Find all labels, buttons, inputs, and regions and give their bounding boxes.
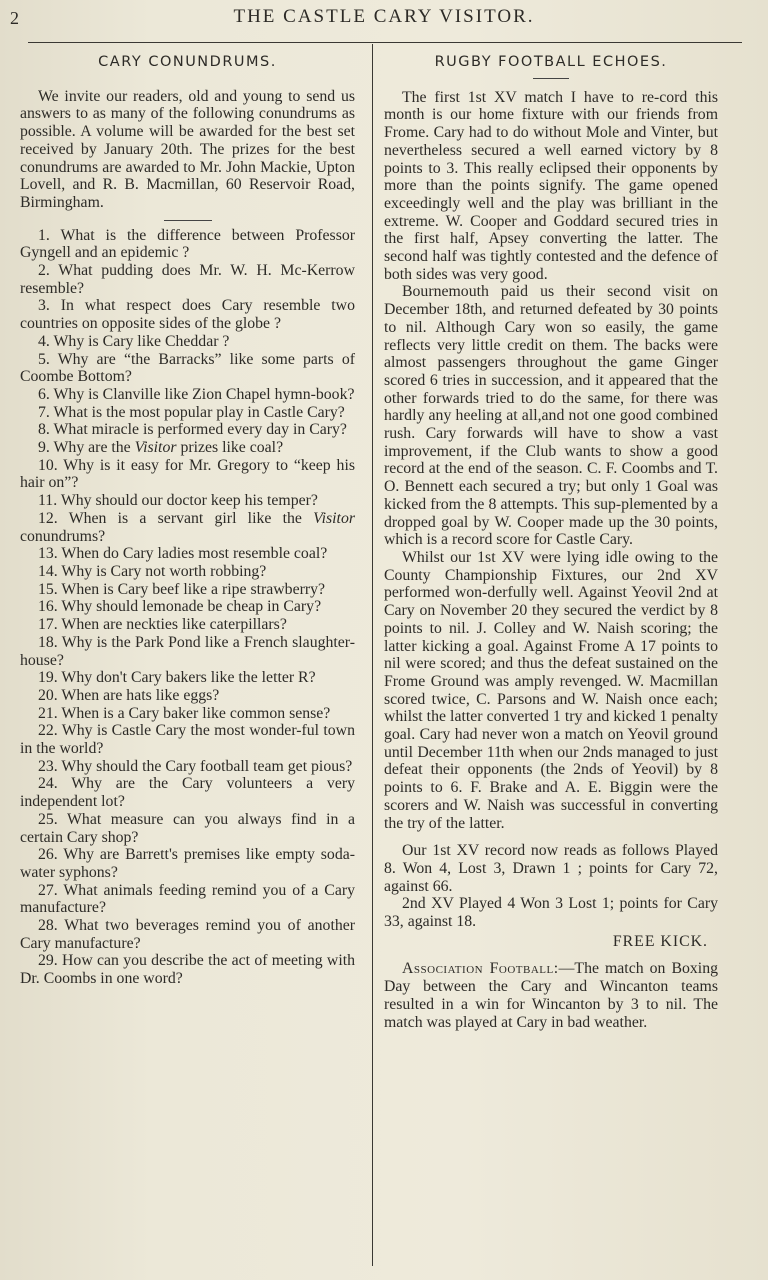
association-football-text: —The match on Boxing Day between the Cary and Wincanton teams resulted in a win for Wincanton by 3 to nil. The match was played at Cary in bad weather. xyxy=(384,960,718,1031)
rugby-paragraph-2: Bournemouth paid us their second visit on December 18th, and returned defeated by 30 points to nil. Although Cary won so easily, the game reflects very little credit on them. The backs were almost passengers throughout the game Ginger scored 6 tries in succession, and it appeared that the other forwards tried to do the same, for there was hardly any heeling at all,and not one good combined rush. Cary forwards will have to show a vast improvement, if the Club wants to show a good record at the end of the season. C. F. Coombs and T. O. Bennett each secured a try; but only 1 Goal was kicked from the 8 attempts. This sup-plemented by a dropped goal by W. Cooper made up the 30 points, which is a record score for Castle Cary. xyxy=(384,283,718,549)
association-football-label: Association Football: xyxy=(402,960,559,978)
conundrum-item: 11. Why should our doctor keep his temper? xyxy=(38,492,318,510)
column-divider xyxy=(372,44,373,1266)
section-rule xyxy=(164,220,212,221)
conundrum-item: 4. Why is Cary like Cheddar ? xyxy=(38,332,230,350)
journal-title: THE CASTLE CARY VISITOR. xyxy=(233,6,535,27)
conundrums-column xyxy=(20,54,355,988)
rugby-paragraph-3: Whilst our 1st XV were lying idle owing to the County Championship Fixtures, our 2nd XV performed won-derfully well. Against Yeovil 2nd at Cary on November 20 they secured the verdict by 8 points to nil. J. Colley and W. Naish scoring; the latter kicking a goal. Against Frome A 17 points to nil were scored; and thus the defeat sustained on the Frome Ground was amply revenged. W. Macmillan scored twice, C. Parsons and W. Naish once each; whilst the latter converted 1 try and kicked 1 penalty goal. Cary had never won a match on Yeovil ground until December 11th when our 2nds managed to just defeat their opponents (the 2nds of Yeovil) by 8 points to 6. F. Brake and A. E. Biggin were the scorers and W. Naish was successful in converting the try of the latter. xyxy=(384,548,718,832)
conundrum-item: 10. Why is it easy for Mr. Gregory to “keep his hair on”? xyxy=(20,456,355,492)
conundrum-item: 14. Why is Cary not worth robbing? xyxy=(38,562,267,580)
signature: FREE KICK. xyxy=(612,932,708,950)
conundrum-item: 22. Why is Castle Cary the most wonder-ful town in the world? xyxy=(20,722,355,758)
conundrum-item: 2. What pudding does Mr. W. H. Mc-Kerrow resemble? xyxy=(20,262,355,297)
conundrums-intro: We invite our readers, old and young to send us answers to as many of the following conundrums as possible. A volume will be awarded for the best set received by January 20th. The prizes for the best conundrums are awarded to Mr. John Mackie, Upton Lovell, and R. B. Macmillan, 60 Reservoir Road, Birmingham. xyxy=(20,87,355,211)
conundrum-item: 29. How can you describe the act of meeting with Dr. Coombs in one word? xyxy=(20,952,355,988)
conundrum-item: 17. When are neckties like caterpillars? xyxy=(38,616,287,634)
conundrum-item: 1. What is the difference between Professor Gyngell and an epidemic ? xyxy=(20,226,355,262)
conundrum-item: 27. What animals feeding remind you of a Cary manufacture? xyxy=(20,881,355,917)
association-football-paragraph xyxy=(384,960,718,1031)
conundrum-item: 12. When is a servant girl like the Visitor conundrums? xyxy=(20,509,355,545)
running-head xyxy=(0,6,768,32)
conundrums-heading: CARY CONUNDRUMS. xyxy=(98,54,277,70)
conundrum-item: 5. Why are “the Barracks” like some parts of Coombe Bottom? xyxy=(20,350,355,386)
rugby-heading: RUGBY FOOTBALL ECHOES. xyxy=(434,54,668,70)
conundrum-item: 26. Why are Barrett's premises like empty soda-water syphons? xyxy=(20,846,355,881)
conundrum-item: 6. Why is Clanville like Zion Chapel hymn-book? xyxy=(38,385,355,403)
rugby-paragraph-1: The first 1st XV match I have to re-cord this month is our home fixture with our friends from Frome. Cary had to do without Mole and Vinter, but nevertheless secured a well earned victory by 8 points to 3. This really eclipsed their opponents by more than the points signify. The game opened exceedingly well and the play was brilliant in the extreme. W. Cooper and Goddard secured tries in the first half, Apsey converting the latter. The second half was tightly contested and the defence of both sides was very good. xyxy=(384,88,718,283)
section-rule xyxy=(533,78,569,79)
conundrum-item: 19. Why don't Cary bakers like the letter R? xyxy=(38,669,316,687)
conundrum-item: 21. When is a Cary baker like common sense? xyxy=(38,704,331,722)
conundrum-item: 28. What two beverages remind you of another Cary manufacture? xyxy=(20,917,355,952)
rugby-column xyxy=(384,54,718,1031)
conundrum-item: 23. Why should the Cary football team get pious? xyxy=(38,757,353,775)
page-number: 2 xyxy=(10,8,19,28)
header-rule xyxy=(28,42,742,43)
conundrum-item: 9. Why are the Visitor prizes like coal? xyxy=(38,439,284,457)
conundrum-item: 24. Why are the Cary volunteers a very independent lot? xyxy=(20,775,355,811)
conundrum-item: 16. Why should lemonade be cheap in Cary? xyxy=(38,598,322,616)
conundrum-item: 3. In what respect does Cary resemble two countries on opposite sides of the globe ? xyxy=(20,297,355,333)
conundrum-item: 8. What miracle is performed every day in Cary? xyxy=(38,421,347,439)
rugby-record-2nd-xv: 2nd XV Played 4 Won 3 Lost 1; points for Cary 33, against 18. xyxy=(384,895,718,931)
conundrum-item: 25. What measure can you always find in a certain Cary shop? xyxy=(20,810,355,846)
conundrum-item: 15. When is Cary beef like a ripe strawberry? xyxy=(38,580,326,598)
conundrum-item: 18. Why is the Park Pond like a French slaughter- house? xyxy=(20,633,355,669)
conundrum-item: 13. When do Cary ladies most resemble coal? xyxy=(38,545,328,563)
rugby-record-1st-xv: Our 1st XV record now reads as follows Played 8. Won 4, Lost 3, Drawn 1 ; points for Cary 72, against 66. xyxy=(384,842,718,895)
conundrum-item: 7. What is the most popular play in Castle Cary? xyxy=(38,403,345,421)
conundrum-item: 20. When are hats like eggs? xyxy=(38,686,220,704)
question-list xyxy=(20,227,355,988)
